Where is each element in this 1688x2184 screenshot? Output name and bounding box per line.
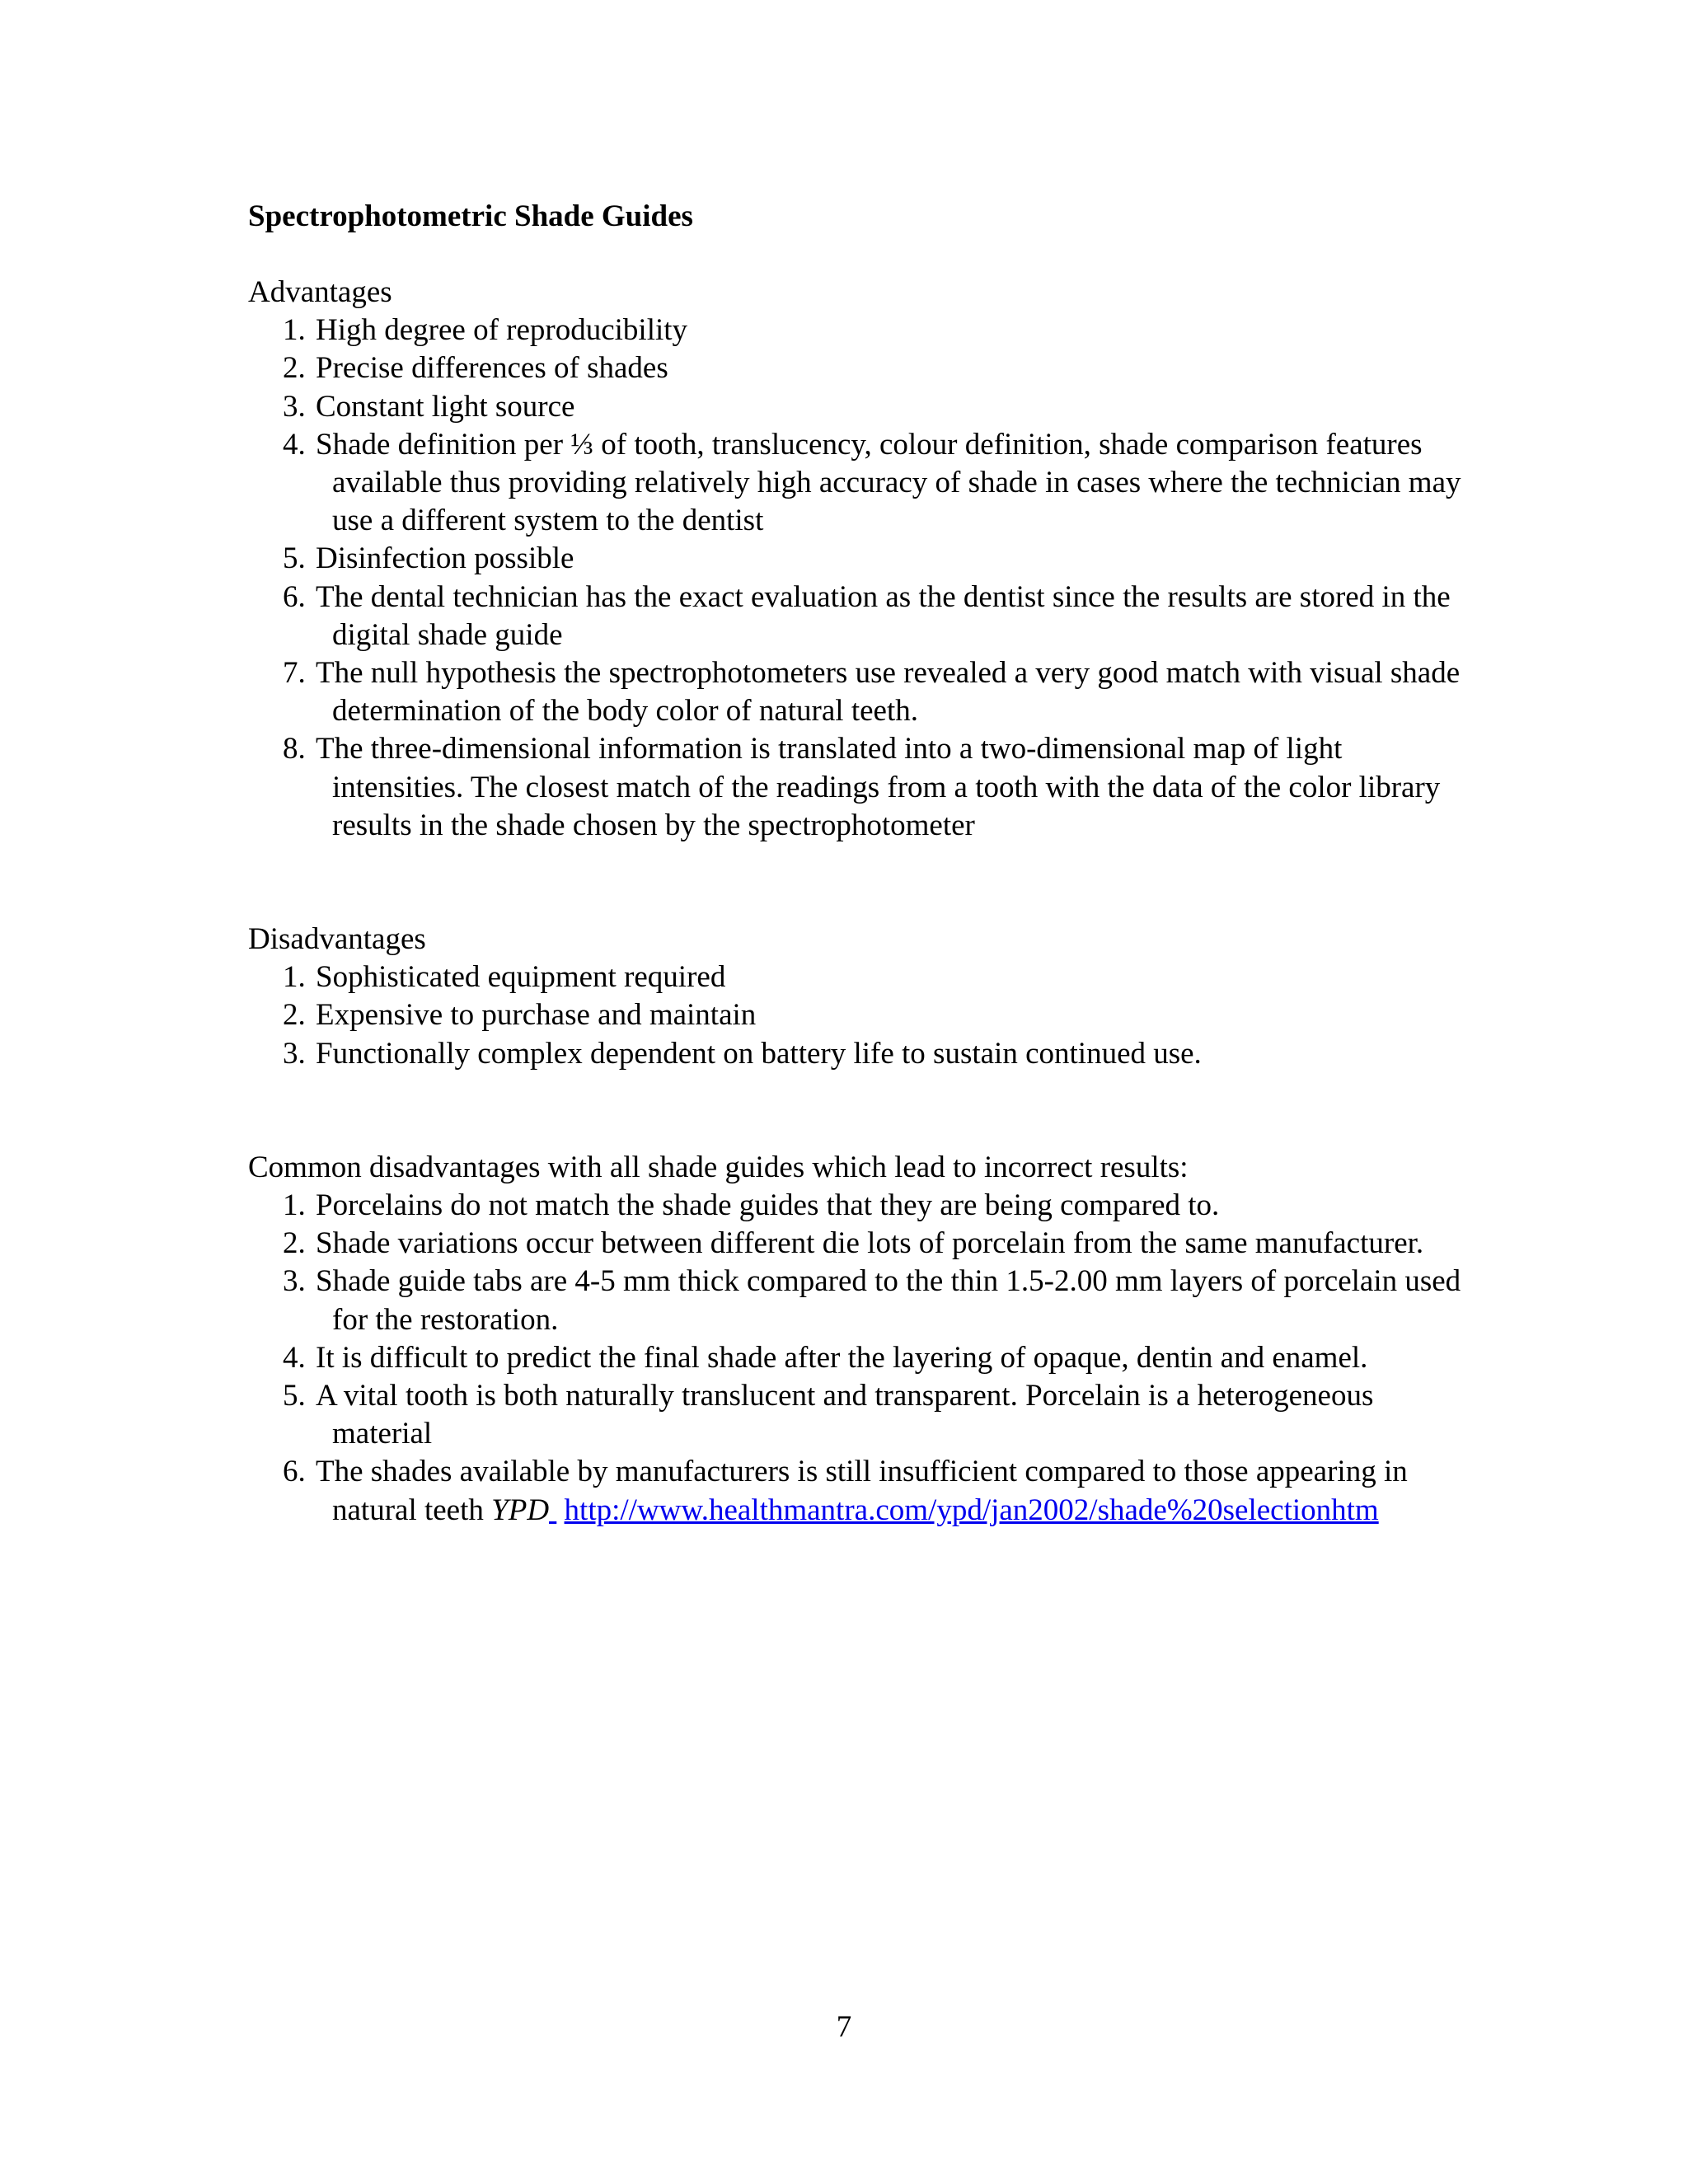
list-item: 6. The dental technician has the exact evaluation as the dentist since the results are stored in the digital shade guide bbox=[283, 579, 1451, 652]
list-item: 4. Shade definition per ⅓ of tooth, translucency, colour definition, shade comparison features available thus providing relatively high accuracy of shade in cases where the technician may use a different system to the dentist bbox=[283, 427, 1461, 538]
list-item-text: Porcelains do not match the shade guides that they are being compared to. bbox=[316, 1188, 1220, 1223]
list-item-text: A vital tooth is both naturally translucent and transparent. Porcelain is a heterogeneous material bbox=[316, 1379, 1374, 1451]
list-item-text: Shade definition per ⅓ of tooth, translucency, colour definition, shade comparison features available thus providing relatively high accuracy of shade in cases where the technician may use a different system to the dentist bbox=[316, 427, 1461, 538]
citation-spacer bbox=[549, 1493, 556, 1527]
citation-source: YPD bbox=[491, 1493, 550, 1527]
list-item: 3. Functionally complex dependent on battery life to sustain continued use. bbox=[283, 1036, 1202, 1071]
page-title: Spectrophotometric Shade Guides bbox=[248, 199, 693, 233]
list-item-text: The null hypothesis the spectrophotometers use revealed a very good match with visual shade determination of the body color of natural teeth. bbox=[316, 656, 1461, 729]
section-spacer bbox=[248, 1073, 1468, 1149]
document-page bbox=[248, 198, 1468, 1530]
list-item: 3. Constant light source bbox=[283, 389, 575, 424]
list-item-text: Expensive to purchase and maintain bbox=[316, 998, 757, 1033]
list-item-text: Disinfection possible bbox=[316, 541, 574, 576]
list-item: 1. High degree of reproducibility bbox=[283, 313, 688, 348]
list-item: 4. It is difficult to predict the final shade after the layering of opaque, dentin and enamel. bbox=[283, 1340, 1368, 1375]
section-spacer bbox=[248, 845, 1468, 921]
list-item: 1. Porcelains do not match the shade guides that they are being compared to. bbox=[283, 1188, 1220, 1223]
list-item: 8. The three-dimensional information is translated into a two-dimensional map of light intensities. The closest match of the readings from a tooth with the data of the color library results in the shade chosen by the spectrophotometer bbox=[283, 732, 1441, 842]
citation-link[interactable]: http://www.healthmantra.com/ypd/jan2002/shade%20selectionhtm bbox=[564, 1493, 1379, 1527]
advantages-heading: Advantages bbox=[248, 275, 392, 309]
disadvantages-list bbox=[248, 958, 1468, 1073]
list-item-text: It is difficult to predict the final shade after the layering of opaque, dentin and enamel. bbox=[316, 1340, 1368, 1375]
list-item-text: Constant light source bbox=[316, 389, 575, 424]
common-disadvantages-list bbox=[248, 1187, 1468, 1530]
list-item-text: The three-dimensional information is translated into a two-dimensional map of light intensities. The closest match of the readings from a tooth with the data of the color library results in the shade chosen by the spectrophotometer bbox=[316, 732, 1441, 842]
advantages-list bbox=[248, 312, 1468, 845]
list-item-text: Sophisticated equipment required bbox=[316, 960, 726, 995]
list-item-text: Shade guide tabs are 4-5 mm thick compared to the thin 1.5-2.00 mm layers of porcelain used for the restoration. bbox=[316, 1264, 1461, 1337]
page-number: 7 bbox=[836, 2010, 852, 2044]
list-item: 2. Shade variations occur between different die lots of porcelain from the same manufacturer. bbox=[283, 1226, 1424, 1261]
list-item-text: High degree of reproducibility bbox=[316, 313, 688, 348]
list-item-text: The dental technician has the exact evaluation as the dentist since the results are stored in the digital shade guide bbox=[316, 579, 1451, 652]
list-item: 3. Shade guide tabs are 4-5 mm thick compared to the thin 1.5-2.00 mm layers of porcelain used for the restoration. bbox=[283, 1264, 1461, 1337]
disadvantages-heading: Disadvantages bbox=[248, 922, 426, 957]
list-item: 2. Precise differences of shades bbox=[283, 351, 668, 386]
list-item-text: Shade variations occur between different die lots of porcelain from the same manufacturer. bbox=[316, 1226, 1424, 1261]
list-item: 7. The null hypothesis the spectrophotometers use revealed a very good match with visual shade determination of the body color of natural teeth. bbox=[283, 656, 1461, 729]
list-item: 2. Expensive to purchase and maintain bbox=[283, 998, 757, 1033]
list-item: 1. Sophisticated equipment required bbox=[283, 960, 726, 995]
common-disadvantages-heading: Common disadvantages with all shade guides which lead to incorrect results: bbox=[248, 1150, 1189, 1184]
list-item-text: Precise differences of shades bbox=[316, 351, 668, 386]
list-item: 6. The shades available by manufacturers is still insufficient compared to those appearing in natural teeth YPD http://www.healthmantra.com/ypd/jan2002/shade%20selectionhtm bbox=[283, 1455, 1408, 1527]
list-item-text: Functionally complex dependent on battery life to sustain continued use. bbox=[316, 1036, 1202, 1071]
list-item: 5. Disinfection possible bbox=[283, 541, 574, 576]
list-item-text: The shades available by manufacturers is still insufficient compared to those appearing in natural teeth bbox=[316, 1455, 1408, 1527]
list-item: 5. A vital tooth is both naturally translucent and transparent. Porcelain is a heterogeneous material bbox=[283, 1379, 1374, 1451]
